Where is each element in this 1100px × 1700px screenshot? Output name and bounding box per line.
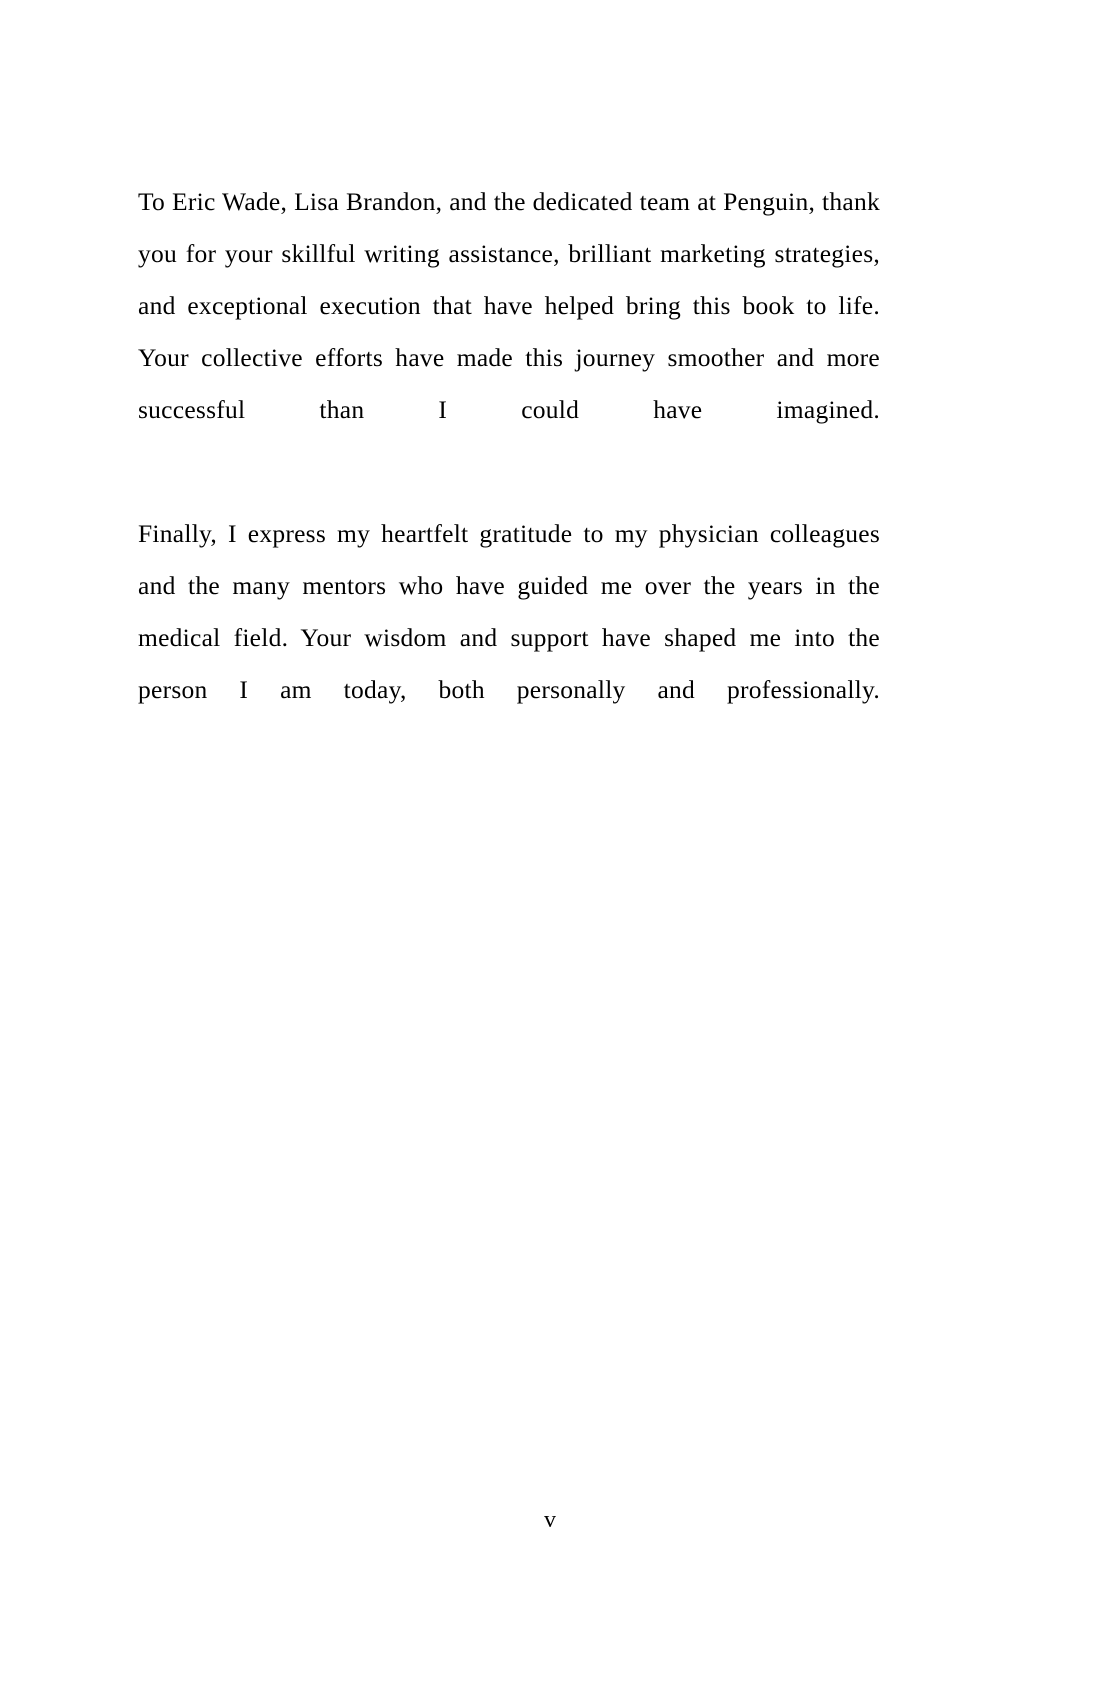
- body-paragraph-1: To Eric Wade, Lisa Brandon, and the dedicated team at Penguin, thank you for your skillful writing assistance, brilliant marketing strategies, and exceptional execution that have helped bring this book to life. Your collective efforts have made this journey smoother and more successful than I could have imagined.: [138, 187, 880, 424]
- page-number-folio: v: [544, 1507, 556, 1533]
- page-body: [138, 176, 880, 768]
- body-paragraph-2: Finally, I express my heartfelt gratitude to my physician colleagues and the many mentors who have guided me over the years in the medical field. Your wisdom and support have shaped me into the person I am today, both personally and professionally.: [138, 519, 880, 704]
